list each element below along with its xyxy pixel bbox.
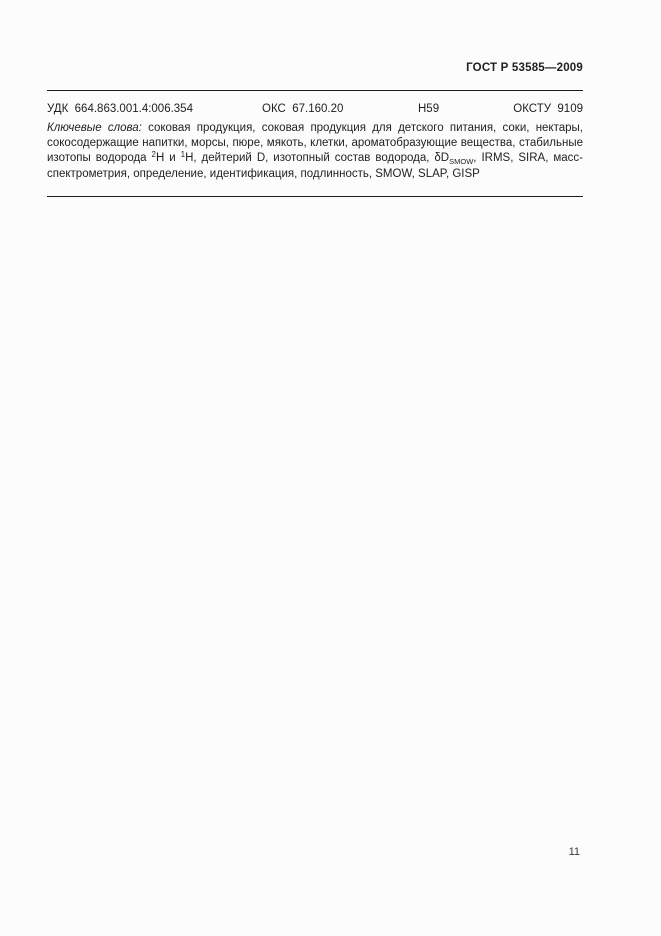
- keywords-paragraph: [47, 121, 583, 182]
- okstu-code: ОКСТУ 9109: [513, 103, 583, 115]
- keywords-label: Ключевые слова:: [47, 122, 142, 134]
- page-number: 11: [568, 846, 580, 858]
- classification-row: [47, 103, 583, 117]
- header-divider-rule: [47, 90, 583, 91]
- keywords-divider-rule: [47, 196, 583, 197]
- udk-code: УДК 664.863.001.4:006.354: [47, 103, 193, 115]
- group-code: Н59: [418, 103, 440, 115]
- keywords-text-1: соковая продукция, соковая продукция для детского питания, соки, нектары, сокосодержащие напитки, морсы, пюре, мякоть, клетки, ароматобразующие вещества, стабильные изотопы водорода: [47, 122, 583, 165]
- isotope-superscript-2: 2: [151, 150, 156, 160]
- document-code-header: ГОСТ Р 53585—2009: [466, 62, 583, 74]
- keywords-text-2: H, дейтерий D, изотопный состав водорода, δD: [185, 152, 450, 165]
- smow-subscript: SMOW: [449, 157, 474, 167]
- isotope-superscript-1: 1: [180, 150, 186, 160]
- oks-code: ОКС 67.160.20: [262, 103, 344, 115]
- keywords-text-mid: H и: [155, 152, 181, 165]
- keywords-text-3: , IRMS, SIRA, масс-спектрометрия, определение, идентификация, подлинность, SMOW, SLAP, GISP: [47, 152, 583, 180]
